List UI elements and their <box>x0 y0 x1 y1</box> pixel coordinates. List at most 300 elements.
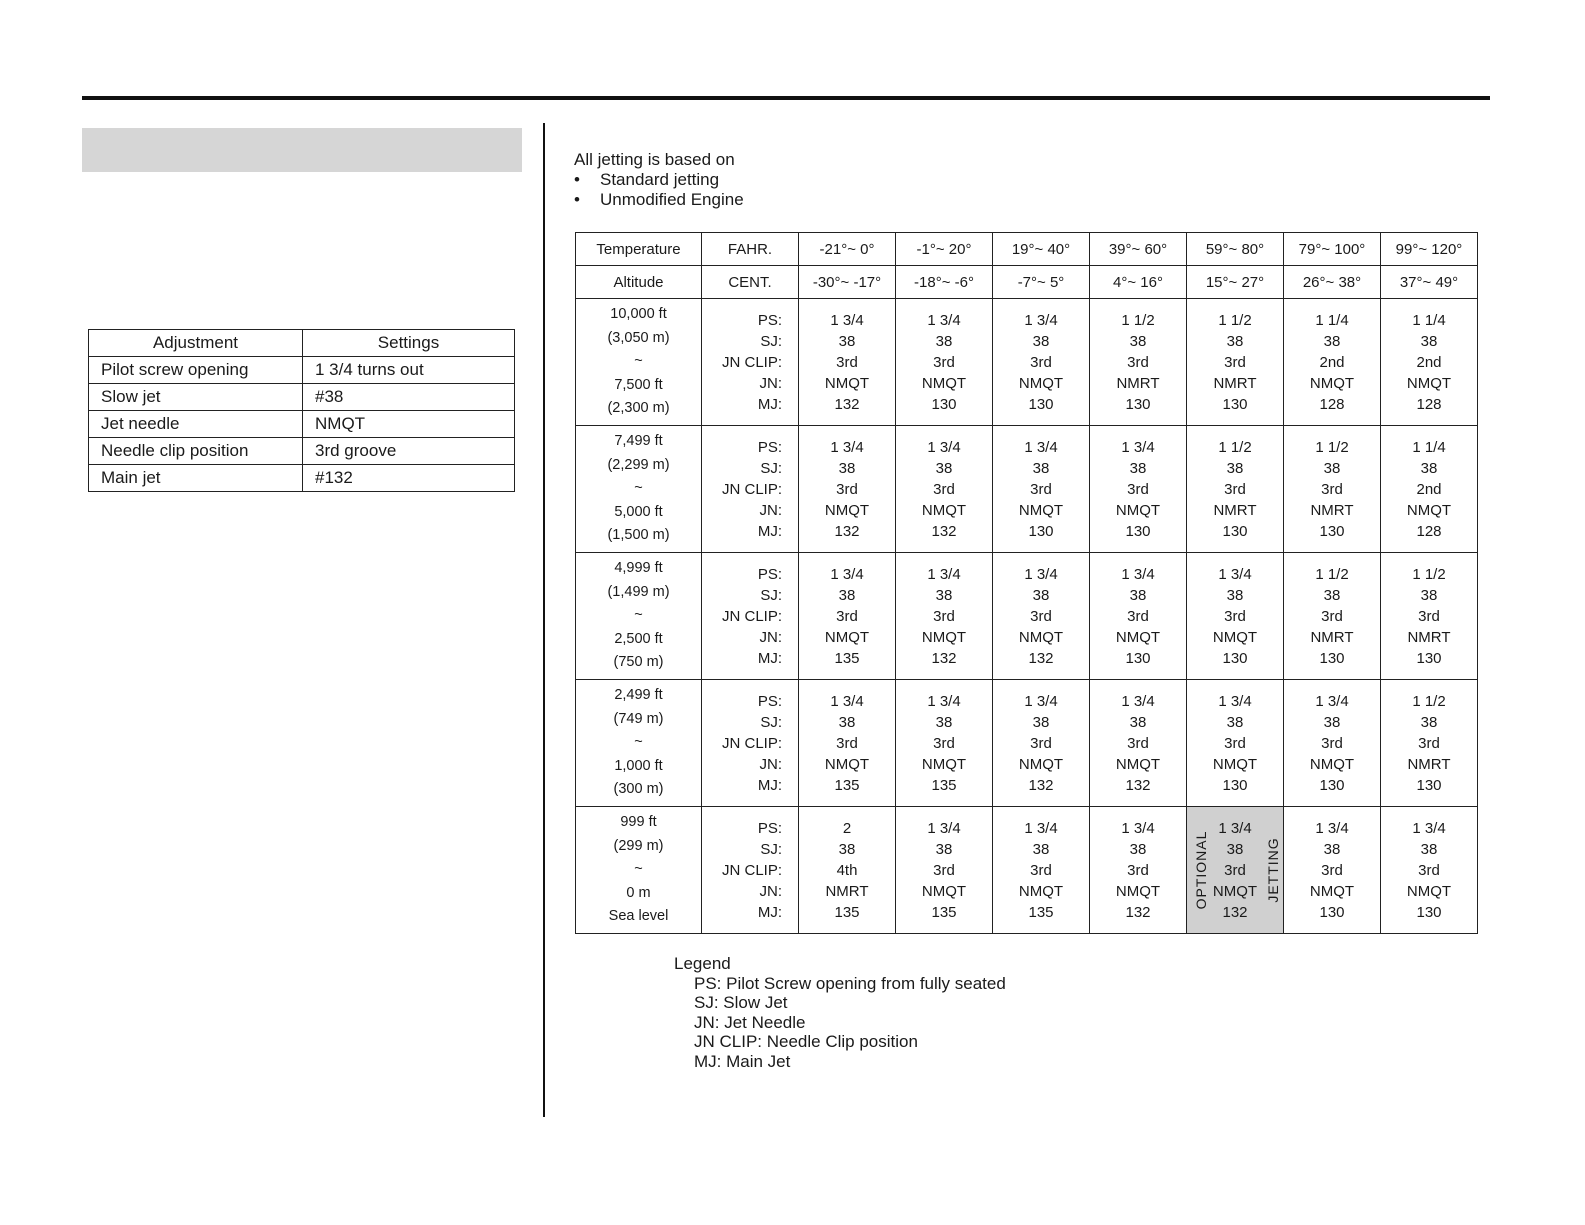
jetting-value: NMRT <box>1213 501 1257 519</box>
header-settings: Settings <box>303 330 515 357</box>
section-heading-bar <box>82 128 522 172</box>
jetting-value: 3rd <box>933 734 955 752</box>
altitude-line: Sea level <box>608 908 669 925</box>
jetting-value: 3rd <box>1321 607 1343 625</box>
jetting-value: 38 <box>1226 332 1244 350</box>
value-lines <box>1284 691 1380 796</box>
jetting-value: 1 3/4 <box>1315 692 1349 710</box>
code-lines <box>702 310 798 415</box>
jetting-value-cell <box>896 807 993 934</box>
jetting-value: 132 <box>931 649 957 667</box>
jetting-label: JETTING <box>1265 837 1281 903</box>
altitude-line: ~ <box>634 480 643 497</box>
value-lines <box>1090 437 1186 542</box>
jetting-value: 130 <box>1222 776 1248 794</box>
code-lines <box>702 691 798 796</box>
jetting-value: 4th <box>836 861 858 879</box>
altitude-line: (300 m) <box>613 781 664 798</box>
jetting-value: 3rd <box>1224 861 1246 879</box>
jetting-value: NMQT <box>921 501 967 519</box>
jetting-value: NMRT <box>1407 628 1451 646</box>
code-labels-cell <box>702 426 799 553</box>
jetting-value: 130 <box>1222 522 1248 540</box>
code-label: JN: <box>759 501 782 519</box>
legend-item: JN: Jet Needle <box>694 1012 806 1032</box>
jetting-value: 1 1/2 <box>1315 565 1349 583</box>
jetting-value: 3rd <box>1224 607 1246 625</box>
jetting-value: NMQT <box>1018 882 1064 900</box>
jetting-value: 38 <box>935 713 953 731</box>
jetting-value: NMRT <box>1213 374 1257 392</box>
altitude-line: 5,000 ft <box>614 503 663 520</box>
altitude-line: (750 m) <box>613 654 664 671</box>
value-lines <box>1284 564 1380 669</box>
jetting-value: 2 <box>842 819 852 837</box>
legend <box>674 954 1006 1072</box>
legend-item: PS: Pilot Screw opening from fully seated <box>694 973 1006 993</box>
jetting-value: NMQT <box>1115 882 1161 900</box>
bullet-text: Unmodified Engine <box>600 190 744 209</box>
table-row <box>89 384 515 411</box>
jetting-value-cell <box>1284 680 1381 807</box>
jetting-value: NMRT <box>1310 628 1354 646</box>
jetting-value: 132 <box>834 395 860 413</box>
value-lines <box>993 437 1089 542</box>
altitude-block-row <box>576 553 1478 680</box>
value-lines <box>1090 310 1186 415</box>
jetting-value: NMQT <box>1115 755 1161 773</box>
jetting-value-cell <box>1381 807 1478 934</box>
altitude-line: ~ <box>634 353 643 370</box>
jetting-value: 3rd <box>1224 734 1246 752</box>
jetting-value: 3rd <box>1224 353 1246 371</box>
jetting-value: 38 <box>838 459 856 477</box>
legend-item: SJ: Slow Jet <box>694 993 788 1013</box>
jetting-value: 3rd <box>836 607 858 625</box>
jetting-value: 3rd <box>1030 353 1052 371</box>
altitude-line: 2,500 ft <box>614 630 663 647</box>
jetting-value: 38 <box>935 840 953 858</box>
jetting-value: 135 <box>834 776 860 794</box>
jetting-value-cell <box>1284 299 1381 426</box>
jetting-value: 38 <box>838 713 856 731</box>
code-label: PS: <box>757 311 782 329</box>
jetting-value: 38 <box>935 332 953 350</box>
jetting-value: 38 <box>1323 332 1341 350</box>
jetting-value: 1 3/4 <box>1218 819 1252 837</box>
code-label: JN CLIP: <box>721 607 782 625</box>
jetting-value: 1 3/4 <box>1121 692 1155 710</box>
adjustment-name: Slow jet <box>89 384 303 411</box>
jetting-value: NMQT <box>1018 755 1064 773</box>
code-label: PS: <box>757 692 782 710</box>
jetting-value: 130 <box>1222 649 1248 667</box>
bullet-icon: • <box>574 170 580 189</box>
altitude-line: (1,500 m) <box>607 527 670 544</box>
jetting-value: 130 <box>1319 776 1345 794</box>
fahr-range: -1°~ 20° <box>896 233 993 266</box>
adjustment-table <box>88 329 515 492</box>
jetting-value: 1 1/2 <box>1121 311 1155 329</box>
jetting-value: 3rd <box>1030 607 1052 625</box>
altitude-range-cell <box>576 680 702 807</box>
jetting-value-cell <box>993 553 1090 680</box>
jetting-value: 38 <box>1129 840 1147 858</box>
jetting-value: 38 <box>935 459 953 477</box>
code-lines <box>702 564 798 669</box>
altitude-line: ~ <box>634 734 643 751</box>
jetting-value: 2nd <box>1416 353 1442 371</box>
jetting-value: 1 3/4 <box>1218 565 1252 583</box>
jetting-value: 2nd <box>1319 353 1345 371</box>
jetting-value: 38 <box>1032 459 1050 477</box>
jetting-value-cell <box>896 299 993 426</box>
intro-bullet <box>574 190 744 210</box>
jetting-value: NMQT <box>921 882 967 900</box>
jetting-value: NMQT <box>1212 628 1258 646</box>
fahr-range: 99°~ 120° <box>1381 233 1478 266</box>
altitude-block-row <box>576 299 1478 426</box>
adjustment-table-header <box>89 330 515 357</box>
jetting-value-cell <box>799 807 896 934</box>
altitude-line: 7,500 ft <box>614 376 663 393</box>
jetting-value-cell <box>993 426 1090 553</box>
jetting-value: 1 3/4 <box>1024 565 1058 583</box>
jetting-value-cell <box>1381 426 1478 553</box>
jetting-value: NMQT <box>1212 755 1258 773</box>
jetting-value: NMQT <box>1115 628 1161 646</box>
jetting-value: 3rd <box>1224 480 1246 498</box>
jetting-value: 3rd <box>1321 734 1343 752</box>
adjustment-name: Pilot screw opening <box>89 357 303 384</box>
cent-range: 37°~ 49° <box>1381 266 1478 299</box>
jetting-value: 1 1/4 <box>1412 438 1446 456</box>
jetting-value-cell <box>993 807 1090 934</box>
jetting-value: 1 3/4 <box>1024 438 1058 456</box>
jetting-value: 1 3/4 <box>927 819 961 837</box>
jetting-value: 1 3/4 <box>1121 565 1155 583</box>
adjustment-name: Main jet <box>89 465 303 492</box>
table-row <box>89 411 515 438</box>
table-row <box>89 465 515 492</box>
value-lines <box>799 691 895 796</box>
fahr-range: 39°~ 60° <box>1090 233 1187 266</box>
value-lines <box>896 310 992 415</box>
value-lines <box>1187 564 1283 669</box>
code-label: MJ: <box>757 649 782 667</box>
jetting-value-cell <box>1090 426 1187 553</box>
fahr-label: FAHR. <box>702 233 799 266</box>
jetting-value: NMRT <box>1310 501 1354 519</box>
code-label: MJ: <box>757 522 782 540</box>
value-lines <box>993 310 1089 415</box>
jetting-value: NMRT <box>1116 374 1160 392</box>
jetting-value: NMQT <box>1309 374 1355 392</box>
value-lines <box>1381 691 1477 796</box>
jetting-value: 1 3/4 <box>927 438 961 456</box>
jetting-value: NMQT <box>824 628 870 646</box>
code-labels-cell <box>702 807 799 934</box>
jetting-value-cell <box>896 426 993 553</box>
jetting-value: 132 <box>931 522 957 540</box>
altitude-line: ~ <box>634 607 643 624</box>
jetting-value-cell <box>1381 553 1478 680</box>
jetting-value: 132 <box>1125 776 1151 794</box>
jetting-value: 38 <box>1323 840 1341 858</box>
jetting-value: 2nd <box>1416 480 1442 498</box>
jetting-value-cell <box>1284 807 1381 934</box>
jetting-value: 130 <box>1125 395 1151 413</box>
value-lines <box>1381 564 1477 669</box>
legend-item: JN CLIP: Needle Clip position <box>694 1032 918 1052</box>
code-label: JN CLIP: <box>721 861 782 879</box>
jetting-value: 1 3/4 <box>927 692 961 710</box>
cent-range: 26°~ 38° <box>1284 266 1381 299</box>
altitude-line: 0 m <box>626 884 651 901</box>
jetting-value: 38 <box>1323 713 1341 731</box>
value-lines <box>1381 818 1477 923</box>
jetting-value: 128 <box>1416 395 1442 413</box>
jetting-value-cell <box>896 680 993 807</box>
altitude-line: (299 m) <box>613 837 664 854</box>
jetting-value: 135 <box>931 776 957 794</box>
jetting-value: 128 <box>1319 395 1345 413</box>
jetting-value: 38 <box>1323 459 1341 477</box>
jetting-value-cell <box>1090 553 1187 680</box>
adjustment-setting: NMQT <box>303 411 515 438</box>
jetting-value: 130 <box>1125 649 1151 667</box>
jetting-value: 132 <box>1028 649 1054 667</box>
jetting-value: 3rd <box>836 480 858 498</box>
jetting-intro <box>574 150 744 210</box>
jetting-value-cell <box>799 299 896 426</box>
jetting-value: 135 <box>931 903 957 921</box>
jetting-value: 38 <box>1032 713 1050 731</box>
jetting-value: 130 <box>1416 649 1442 667</box>
jetting-value: 3rd <box>933 480 955 498</box>
jetting-value: 130 <box>1416 776 1442 794</box>
code-label: MJ: <box>757 903 782 921</box>
code-label: JN: <box>759 882 782 900</box>
jetting-value-cell <box>799 680 896 807</box>
jetting-value: 132 <box>1125 903 1151 921</box>
jetting-value: 38 <box>1420 459 1438 477</box>
jetting-value: 3rd <box>836 353 858 371</box>
jetting-value: 135 <box>834 649 860 667</box>
altitude-line: (3,050 m) <box>607 329 670 346</box>
jetting-value: 38 <box>1032 840 1050 858</box>
code-labels-cell <box>702 553 799 680</box>
jetting-value: 1 3/4 <box>1218 692 1252 710</box>
jetting-value: 1 1/2 <box>1412 692 1446 710</box>
jetting-value: 3rd <box>1127 607 1149 625</box>
column-divider <box>543 123 545 1117</box>
code-lines <box>702 437 798 542</box>
jetting-value: 38 <box>1420 840 1438 858</box>
jetting-value-cell <box>1090 680 1187 807</box>
jetting-value: 130 <box>931 395 957 413</box>
jetting-value: NMQT <box>1018 501 1064 519</box>
jetting-value: 135 <box>834 903 860 921</box>
cent-range: -7°~ 5° <box>993 266 1090 299</box>
jetting-value: NMRT <box>1407 755 1451 773</box>
jetting-value-cell <box>799 426 896 553</box>
jetting-value: 130 <box>1319 649 1345 667</box>
code-label: JN: <box>759 374 782 392</box>
altitude-line: 2,499 ft <box>614 687 663 704</box>
jetting-value: 130 <box>1319 903 1345 921</box>
jetting-value: 1 3/4 <box>1024 692 1058 710</box>
jetting-value: NMQT <box>824 374 870 392</box>
jetting-value: 1 1/4 <box>1315 311 1349 329</box>
altitude-line: (2,300 m) <box>607 400 670 417</box>
code-label: JN: <box>759 628 782 646</box>
jetting-value: NMQT <box>1018 374 1064 392</box>
code-labels-cell <box>702 680 799 807</box>
jetting-value: 1 1/2 <box>1218 438 1252 456</box>
altitude-line: (749 m) <box>613 710 664 727</box>
jetting-value: 3rd <box>1127 734 1149 752</box>
altitude-line: 1,000 ft <box>614 757 663 774</box>
jetting-value: 1 3/4 <box>830 438 864 456</box>
jetting-value-cell <box>1284 553 1381 680</box>
adjustment-name: Jet needle <box>89 411 303 438</box>
jetting-value: 130 <box>1028 395 1054 413</box>
bullet-icon: • <box>574 190 580 209</box>
altitude-range-cell <box>576 807 702 934</box>
jetting-value-cell <box>1187 680 1284 807</box>
value-lines <box>1187 691 1283 796</box>
jetting-value: 1 3/4 <box>1024 311 1058 329</box>
intro-line: All jetting is based on <box>574 150 735 169</box>
jetting-value: 1 3/4 <box>1024 819 1058 837</box>
jetting-value: 1 3/4 <box>830 565 864 583</box>
jetting-value-cell <box>1187 426 1284 553</box>
value-lines <box>896 437 992 542</box>
jetting-table <box>575 232 1478 934</box>
value-lines <box>1284 437 1380 542</box>
jetting-value: 38 <box>838 840 856 858</box>
code-label: SJ: <box>760 713 782 731</box>
value-lines <box>1381 437 1477 542</box>
jetting-value: 132 <box>1222 903 1248 921</box>
value-lines <box>896 818 992 923</box>
jetting-value: 38 <box>1032 586 1050 604</box>
adjustment-setting: 1 3/4 turns out <box>303 357 515 384</box>
jetting-value: 130 <box>1319 522 1345 540</box>
value-lines <box>896 564 992 669</box>
jetting-value-cell <box>896 553 993 680</box>
jetting-value: 3rd <box>1418 607 1440 625</box>
jetting-value: 3rd <box>1321 861 1343 879</box>
code-label: PS: <box>757 819 782 837</box>
altitude-range-cell <box>576 426 702 553</box>
altitude-block-row <box>576 426 1478 553</box>
code-label: PS: <box>757 438 782 456</box>
jetting-value: 1 1/2 <box>1315 438 1349 456</box>
jetting-value: 130 <box>1222 395 1248 413</box>
value-lines <box>1381 310 1477 415</box>
value-lines <box>1187 437 1283 542</box>
altitude-line: 999 ft <box>620 814 657 831</box>
value-lines <box>993 691 1089 796</box>
code-label: MJ: <box>757 395 782 413</box>
jetting-value: 38 <box>1420 586 1438 604</box>
cent-range: 4°~ 16° <box>1090 266 1187 299</box>
jetting-value: NMQT <box>824 501 870 519</box>
jetting-value: 1 3/4 <box>1315 819 1349 837</box>
jetting-value-cell <box>1381 680 1478 807</box>
code-lines <box>702 818 798 923</box>
jetting-value: NMQT <box>1115 501 1161 519</box>
code-label: JN: <box>759 755 782 773</box>
jetting-value: NMQT <box>1309 882 1355 900</box>
jetting-value: 1 1/2 <box>1412 565 1446 583</box>
altitude-line: 7,499 ft <box>614 433 663 450</box>
jetting-value: 3rd <box>1030 734 1052 752</box>
jetting-value: 3rd <box>933 607 955 625</box>
fahr-range: 19°~ 40° <box>993 233 1090 266</box>
jetting-value: 3rd <box>1127 353 1149 371</box>
jetting-value-cell <box>993 299 1090 426</box>
jetting-value-cell <box>1090 299 1187 426</box>
jetting-value: NMQT <box>921 628 967 646</box>
jetting-value: 3rd <box>1030 861 1052 879</box>
altitude-label: Altitude <box>576 266 702 299</box>
jetting-value: NMQT <box>1309 755 1355 773</box>
table-row <box>89 357 515 384</box>
jetting-value-cell <box>1090 807 1187 934</box>
value-lines <box>1090 691 1186 796</box>
jetting-value: 1 3/4 <box>1412 819 1446 837</box>
altitude-line: 4,999 ft <box>614 560 663 577</box>
code-label: PS: <box>757 565 782 583</box>
jetting-value: NMRT <box>825 882 869 900</box>
jetting-value: 1 1/2 <box>1218 311 1252 329</box>
optional-jetting-cell <box>1187 807 1284 934</box>
jetting-value: 1 3/4 <box>927 565 961 583</box>
value-lines <box>993 818 1089 923</box>
code-label: SJ: <box>760 459 782 477</box>
legend-title: Legend <box>674 954 731 973</box>
altitude-line: ~ <box>634 861 643 878</box>
jetting-value: 130 <box>1028 522 1054 540</box>
value-lines <box>1187 310 1283 415</box>
jetting-value: 38 <box>1226 586 1244 604</box>
value-lines <box>896 691 992 796</box>
jetting-value: 1 1/4 <box>1412 311 1446 329</box>
table-row <box>89 438 515 465</box>
cent-label: CENT. <box>702 266 799 299</box>
altitude-line: (2,299 m) <box>607 456 670 473</box>
altitude-range-cell <box>576 299 702 426</box>
jetting-value: 1 3/4 <box>830 692 864 710</box>
jetting-value: NMQT <box>824 755 870 773</box>
jetting-value: 38 <box>1226 840 1244 858</box>
jetting-value: 38 <box>935 586 953 604</box>
jetting-value: 38 <box>838 586 856 604</box>
altitude-line: (1,499 m) <box>607 583 670 600</box>
intro-bullet <box>574 170 744 190</box>
code-label: JN CLIP: <box>721 734 782 752</box>
cent-range: 15°~ 27° <box>1187 266 1284 299</box>
jetting-value: 3rd <box>836 734 858 752</box>
value-lines <box>1284 818 1380 923</box>
legend-item: MJ: Main Jet <box>694 1051 791 1071</box>
value-lines <box>1090 818 1186 923</box>
jetting-value: 38 <box>1129 459 1147 477</box>
code-label: MJ: <box>757 776 782 794</box>
